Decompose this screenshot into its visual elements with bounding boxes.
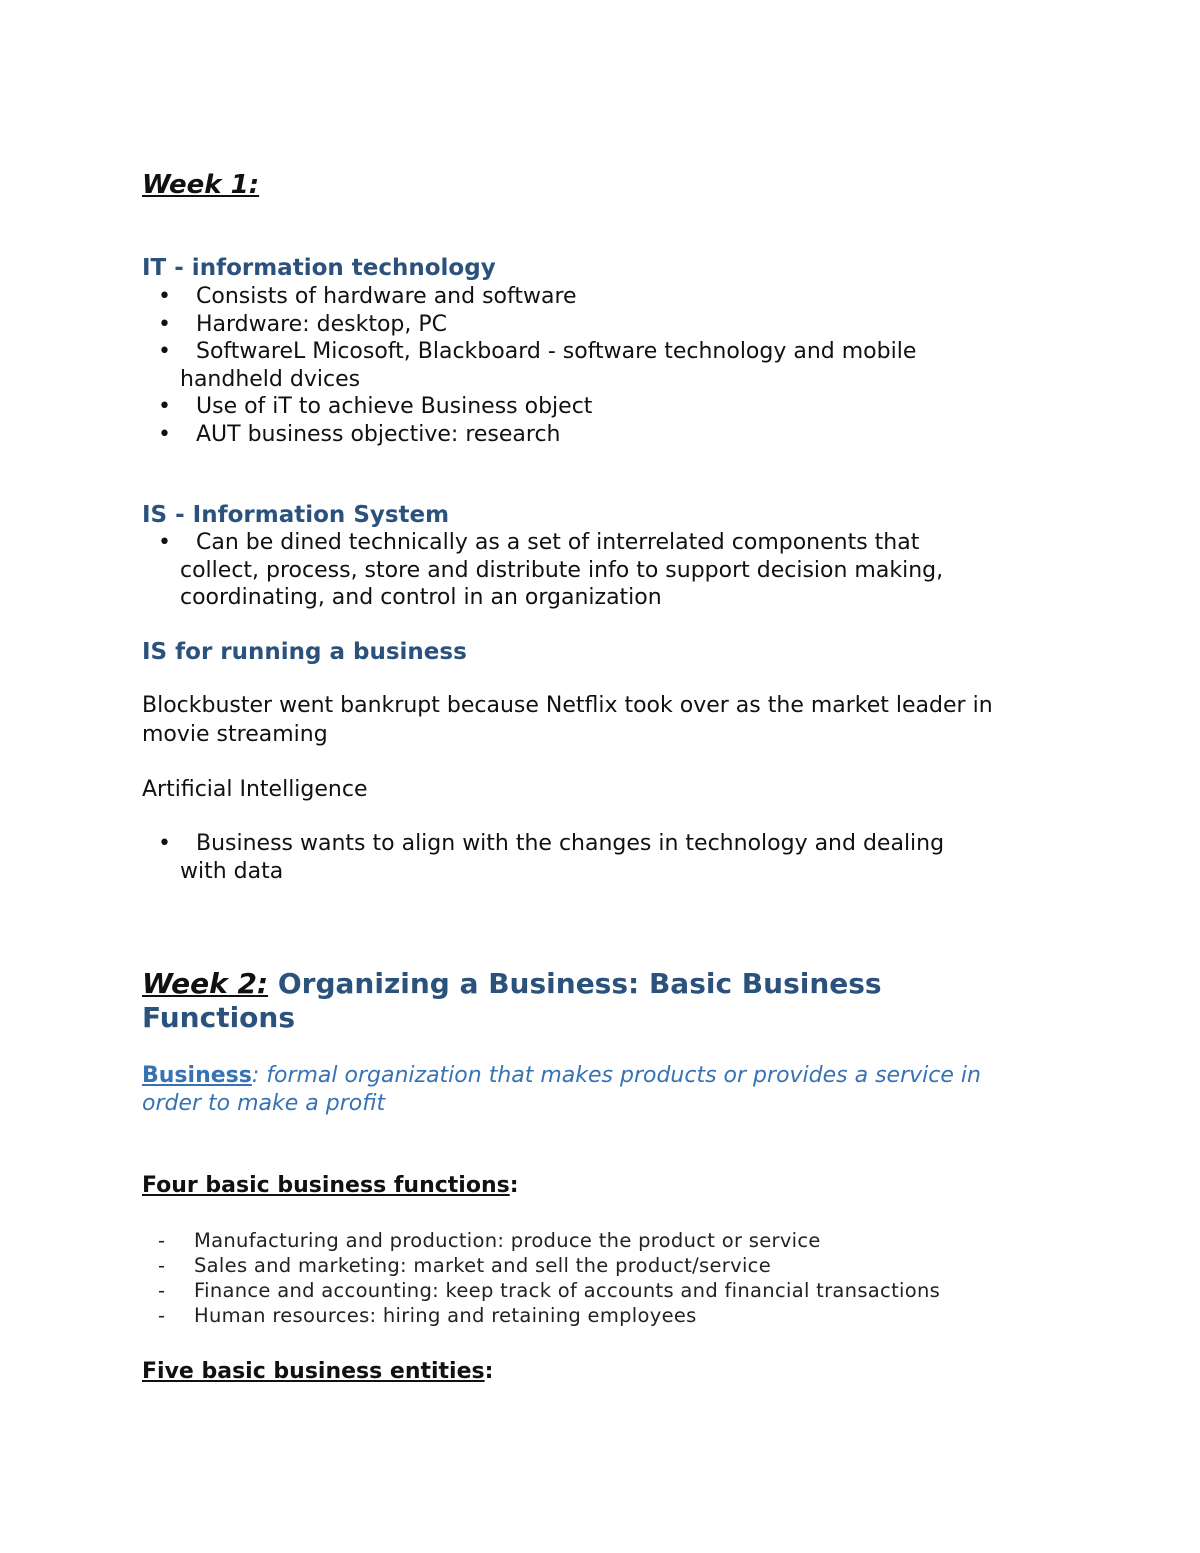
- ai-label: Artificial Intelligence: [142, 777, 368, 802]
- dash-icon: -: [158, 1304, 166, 1327]
- week2-title-line2: Functions: [142, 1001, 296, 1034]
- list-item: • Use of iT to achieve Business object: [158, 394, 593, 419]
- is-business-heading: IS for running a business: [142, 639, 467, 665]
- is-heading: IS - Information System: [142, 502, 450, 528]
- week2-title-line1: Organizing a Business: Basic Business: [277, 967, 882, 1000]
- business-definition-line2: order to make a profit: [142, 1091, 386, 1116]
- week2-title: [142, 967, 882, 1001]
- dash-icon: -: [158, 1254, 166, 1277]
- week1-title: Week 1:: [142, 170, 260, 200]
- bullet-icon: •: [158, 284, 171, 309]
- business-definition-line1: Business: formal organization that makes products or provides a service in: [142, 1063, 981, 1088]
- it-heading: IT - information technology: [142, 255, 496, 281]
- list-item: • Consists of hardware and software: [158, 284, 577, 309]
- blockbuster-line1: Blockbuster went bankrupt because Netflix took over as the market leader in: [142, 693, 993, 718]
- functions-heading: Four basic business functions:: [142, 1173, 519, 1198]
- blockbuster-line2: movie streaming: [142, 722, 328, 747]
- bullet-icon: •: [158, 339, 171, 364]
- bullet-icon: •: [158, 311, 171, 337]
- dash-icon: -: [158, 1229, 166, 1252]
- list-item: • SoftwareL Micosoft, Blackboard - software technology and mobile handheld dvices: [158, 339, 917, 392]
- list-item: - Manufacturing and production: produce the product or service: [158, 1229, 821, 1252]
- list-item: • Hardware: desktop, PC: [158, 311, 447, 337]
- list-item: • AUT business objective: research: [158, 421, 561, 447]
- ai-bullet-list: [142, 830, 944, 885]
- is-bullet-list: [142, 529, 943, 612]
- bullet-continuation: handheld dvices: [180, 366, 361, 392]
- business-term: Business: [142, 1063, 252, 1088]
- week2-label: Week 2:: [142, 967, 269, 1000]
- list-item: • Can be dined technically as a set of interrelated components that collect, process, store and distribute info to support decision making, coordinating, and control in an organization: [158, 530, 944, 610]
- list-item: - Sales and marketing: market and sell the product/service: [158, 1254, 772, 1277]
- list-item: • Business wants to align with the changes in technology and dealing with data: [158, 831, 945, 884]
- bullet-icon: •: [158, 530, 171, 555]
- it-bullet-list: [142, 283, 916, 448]
- dash-icon: -: [158, 1279, 166, 1302]
- entities-heading: Five basic business entities:: [142, 1359, 494, 1384]
- list-item: - Human resources: hiring and retaining employees: [158, 1304, 697, 1327]
- list-item: - Finance and accounting: keep track of accounts and financial transactions: [158, 1279, 941, 1302]
- bullet-icon: •: [158, 394, 171, 419]
- bullet-icon: •: [158, 831, 171, 856]
- functions-list: [142, 1228, 940, 1328]
- bullet-icon: •: [158, 421, 171, 447]
